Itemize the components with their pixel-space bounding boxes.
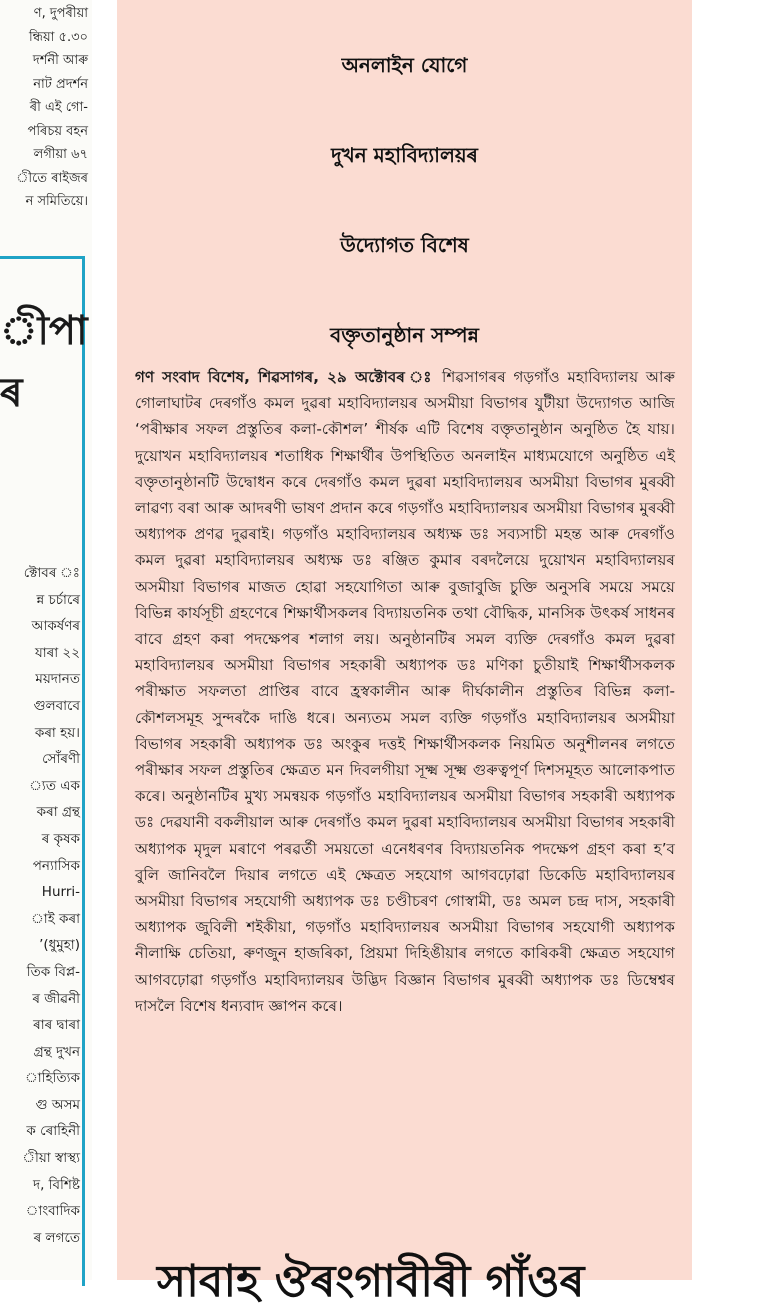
article-headline	[117, 20, 692, 380]
left-column-line: ৰ জীৱনী	[32, 990, 80, 1007]
left-column-line: দ, বিশিষ্ট	[33, 1176, 80, 1193]
left-column-line: কৰা হয়।	[34, 724, 80, 741]
left-column-body-text	[0, 560, 80, 1251]
left-column-line: আকৰ্ষণৰ	[31, 618, 80, 635]
left-column-line: ৰ লগতে	[33, 1229, 80, 1246]
right-page-margin	[692, 0, 761, 1280]
left-column-line: াংবাদিক	[25, 1203, 80, 1220]
left-column-line: ৰাৰ দ্বাৰা	[33, 1017, 80, 1034]
left-column-headline-line: ৰ	[0, 370, 23, 416]
left-column-line: ক্টোবৰ ঃ	[23, 565, 80, 581]
left-column-line: ্যত এক	[29, 777, 80, 794]
left-column-line: ন্ন চৰ্চাৰে	[36, 591, 80, 608]
left-column-line: াই কৰা	[31, 910, 80, 927]
left-column-headline-fragment	[0, 300, 88, 424]
left-column-line: গু অসম	[35, 1096, 80, 1113]
left-column-line: নাট প্ৰদৰ্শন	[33, 76, 88, 92]
left-neighbour-column	[0, 0, 92, 1280]
left-column-line: Hurri-	[41, 884, 80, 901]
left-column-headline-line: ীপা	[0, 308, 88, 354]
left-column-line: লগীয়া ৬৭	[33, 147, 88, 162]
left-column-line: ন সমিতিয়ে।	[25, 194, 88, 209]
left-column-line: ’(ধুমুহা)	[39, 937, 80, 954]
left-column-line: ময়দানত	[35, 671, 80, 688]
left-column-line: যাৰা ২২	[34, 644, 80, 661]
left-column-line: ৰ কৃষক	[41, 830, 80, 847]
left-column-divider	[0, 256, 85, 259]
left-column-line: ন্ধিয়া ৫.৩০	[28, 29, 88, 45]
news-article	[117, 0, 692, 1307]
left-column-line: পন্যাসিক	[32, 857, 80, 874]
headline-line: দুখন মহাবিদ্যালয়ৰ	[331, 143, 478, 167]
left-column-line: ীয়া স্বাস্থ্য	[22, 1150, 80, 1167]
headline-line: উদ্যোগত বিশেষ	[340, 233, 469, 257]
article-dateline: গণ সংবাদ বিশেষ, শিৱসাগৰ, ২৯ অক্টোবৰ ঃ	[135, 368, 435, 386]
left-column-line: পৰিচয় বহন	[27, 123, 88, 139]
left-column-line: দৰ্শনী আৰু	[32, 53, 88, 68]
left-column-line: গ্ৰন্থ দুখন	[33, 1043, 80, 1060]
left-column-line: ণ, দুপৰীয়া	[33, 6, 88, 21]
left-column-line: সোঁৰণী	[42, 751, 80, 768]
left-column-top-text	[0, 2, 94, 214]
left-column-line: কৰা গ্ৰন্থ	[36, 804, 80, 821]
article-body-text: শিৱসাগৰৰ গড়গাঁও মহাবিদ্যালয় আৰু গোলাঘাটৰ দেৰগাঁও কমল দুৱৰা মহাবিদ্যালয়ৰ অসমীয়া বিভাগৰ যুটীয়া উদ্যোগত আজি ‘পৰীক্ষাৰ সফল প্ৰস্তুতিৰ কলা-কৌশল’ শীৰ্ষক এটি বিশেষ বক্তৃতানুষ্ঠান অনুষ্ঠিত হৈ যায়। দুয়োখন মহাবিদ্যালয়ৰ শতাধিক শিক্ষাৰ্থীৰ উপস্থিতিত অনলাইন মাধ্যমযোগে অনুষ্ঠিত এই বক্তৃতানুষ্ঠানটি উদ্বোধন কৰে দেৰগাঁও কমল দুৱৰা মহাবিদ্যালয়ৰ অসমীয়া বিভাগৰ মুৰব্বী লাৱণ্য বৰা আৰু আদৰণী ভাষণ প্ৰদান কৰে গড়গাঁও মহাবিদ্যালয়ৰ অসমীয়া বিভাগৰ মুৰব্বী অধ্যাপক প্ৰণৱ দুৱৰাই। গড়গাঁও মহাবিদ্যালয়ৰ অধ্যক্ষ ডঃ সব্যসাচী মহন্ত আৰু দেৰগাঁও কমল দুৱৰা মহাবিদ্যালয়ৰ অধ্যক্ষ ডঃ ৰঞ্জিত কুমাৰ বৰদলৈয়ে দুয়োখন মহাবিদ্যালয়ৰ অসমীয়া বিভাগৰ মাজত হোৱা সহযোগিতা আৰু বুজাবুজি চুক্তি অনুসৰি সময়ে সময়ে বিভিন্ন কাৰ্যসূচী গ্ৰহণেৰে শিক্ষাৰ্থীসকলৰ বিদ্যায়তনিক তথা বৌদ্ধিক, মানসিক উৎকৰ্ষ সাধনৰ বাবে গ্ৰহণ কৰা পদক্ষেপৰ শলাগ লয়। অনুষ্ঠানটিৰ সমল ব্যক্তি দেৰগাঁও কমল দুৱৰা মহাবিদ্যালয়ৰ অসমীয়া বিভাগৰ সহকাৰী অধ্যাপক ডঃ মণিকা চুতীয়াই শিক্ষাৰ্থীসকলক পৰীক্ষাত সফলতা প্ৰাপ্তিৰ বাবে হ্ৰস্বকালীন আৰু দীৰ্ঘকালীন প্ৰস্তুতিৰ বিভিন্ন কলা-কৌশলসমূহ সুন্দৰকৈ দাঙি ধৰে। অন্যতম সমল ব্যক্তি গড়গাঁও মহাবিদ্যালয়ৰ অসমীয়া বিভাগৰ সহকাৰী অধ্যাপক ডঃ অংকুৰ দত্তই শিক্ষাৰ্থীসকলক নিয়মিত অনুশীলনৰ লগতে পৰীক্ষাৰ সফল প্ৰস্তুতিৰ ক্ষেত্ৰত মন দিবলগীয়া সূক্ষ্ম সূক্ষ্ম গুৰুত্বপূৰ্ণ দিশসমূহত আলোকপাত কৰে। অনুষ্ঠানটিৰ মুখ্য সমন্বয়ক গড়গাঁও মহাবিদ্যালয়ৰ অসমীয়া বিভাগৰ সহকাৰী অধ্যাপক ডঃ দেৱযানী বকলীয়াল আৰু দেৰগাঁও কমল দুৱৰা মহাবিদ্যালয়ৰ অসমীয়া বিভাগৰ সহকাৰী অধ্যাপক মৃদুল মৰাণে পৰৱৰ্তী সময়তো এনেধৰণৰ বিদ্যায়তনিক পদক্ষেপ গ্ৰহণ কৰা হ’ব বুলি জানিবলৈ দিয়াৰ লগতে এই ক্ষেত্ৰত সহযোগ আগবঢ়োৱা ডিকেডি মহাবিদ্যালয়ৰ অসমীয়া বিভাগৰ সহযোগী অধ্যাপক ডঃ চণ্ডীচৰণ গোস্বামী, ডঃ অমল চন্দ্ৰ দাস, সহকাৰী অধ্যাপক জুবিলী শইকীয়া, গড়গাঁও মহাবিদ্যালয়ৰ অসমীয়া বিভাগৰ সহযোগী অধ্যাপক নীলাক্ষি চেতিয়া, ৰুণজুন হাজৰিকা, প্ৰিয়মা দিহিঙীয়াৰ লগতে কাৰিকৰী ক্ষেত্ৰত সহযোগ আগবঢ়োৱা গড়গাঁও মহাবিদ্যালয়ৰ উদ্ভিদ বিজ্ঞান বিভাগৰ মুৰব্বী অধ্যাপক ডঃ ডিম্বেশ্বৰ দাসলৈ বিশেষ ধন্যবাদ জ্ঞাপন কৰে।	[135, 368, 676, 1015]
next-article-headline-fragment: সাবাহ ঔৰংগাবীৰী গাঁওৰ	[157, 1256, 585, 1307]
headline-line: অনলাইন যোগে	[341, 53, 468, 77]
left-column-line: ৰী এই গো-	[29, 100, 88, 115]
left-column-line: ীতে ৰাইজৰ	[16, 170, 88, 186]
left-column-line: ক ৰোহিনী	[26, 1123, 80, 1140]
headline-line: বক্তৃতানুষ্ঠান সম্পন্ন	[330, 323, 479, 347]
left-column-line: গুলবাবে	[33, 697, 80, 714]
left-column-line: াহিত্যিক	[25, 1070, 80, 1087]
article-body	[135, 364, 675, 1019]
left-column-line: তিক বিপ্ল-	[26, 963, 80, 980]
